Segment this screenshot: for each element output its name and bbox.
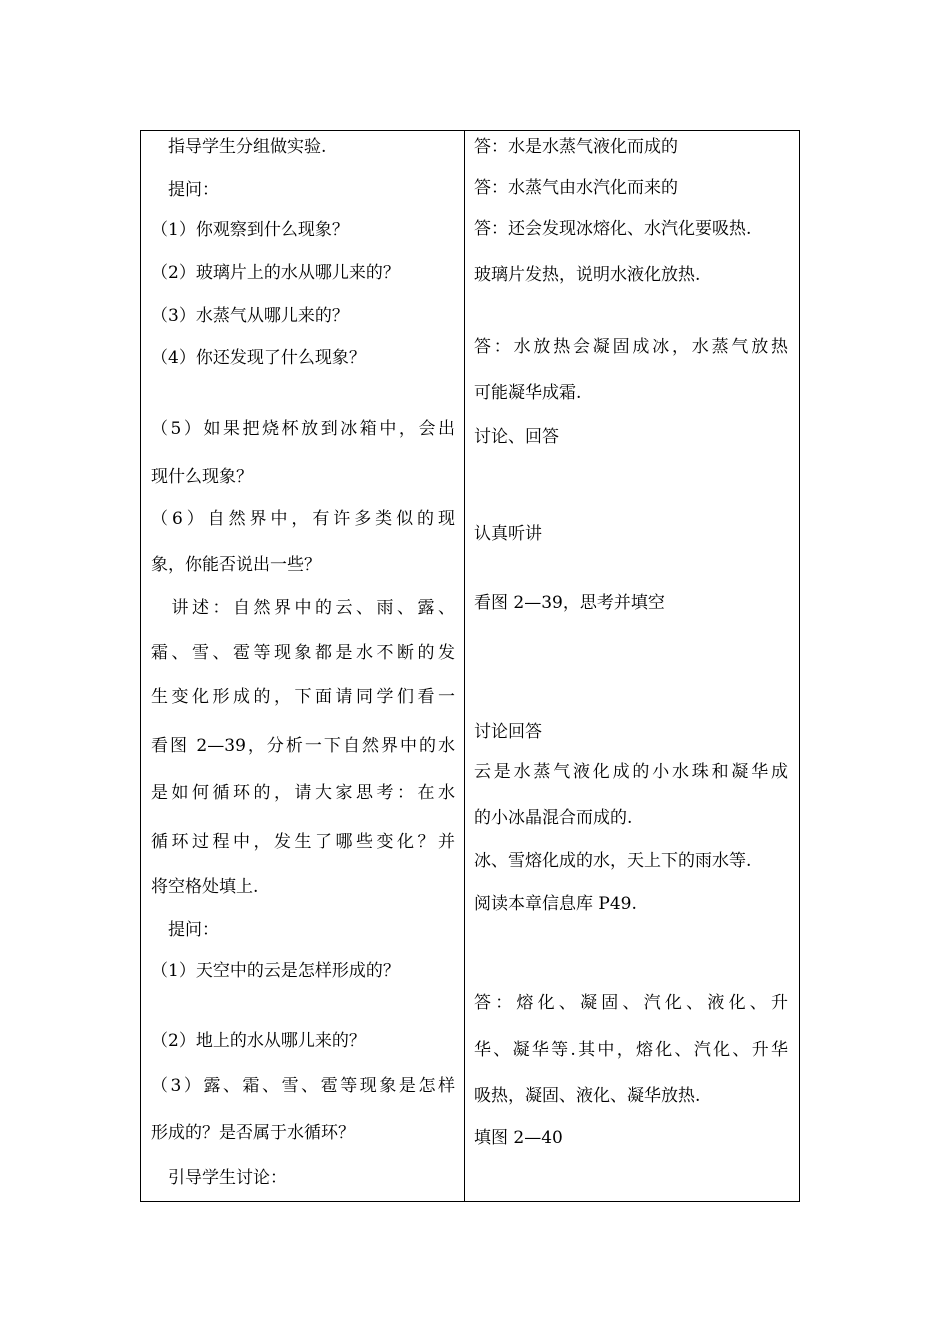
left-line: 现什么现象？	[151, 467, 253, 487]
right-line: 答：熔化、凝固、汽化、液化、升	[474, 993, 788, 1013]
lesson-table	[140, 130, 800, 1202]
left-line: （1）你观察到什么现象？	[151, 220, 349, 240]
left-line: 提问：	[151, 920, 219, 940]
left-line: 形成的？是否属于水循环？	[151, 1123, 355, 1143]
right-line: 冰、雪熔化成的水，天上下的雨水等.	[474, 851, 752, 871]
right-line: 玻璃片发热，说明水液化放热.	[474, 265, 701, 285]
left-line: 引导学生讨论：	[151, 1168, 287, 1188]
left-line: 将空格处填上.	[151, 877, 259, 897]
right-line: 答：水蒸气由水汽化而来的	[474, 178, 678, 198]
left-line: 讲述：自然界中的云、雨、露、	[151, 598, 455, 618]
right-line: 云是水蒸气液化成的小水珠和凝华成	[474, 762, 788, 782]
right-line: 华、凝华等.其中，熔化、汽化、升华	[474, 1040, 788, 1060]
left-line: （1）天空中的云是怎样形成的？	[151, 961, 400, 981]
right-line: 看图 2—39，思考并填空	[474, 593, 665, 613]
left-line: （5）如果把烧杯放到冰箱中，会出	[151, 419, 455, 439]
right-line: 讨论回答	[474, 722, 542, 742]
left-line: （2）玻璃片上的水从哪儿来的？	[151, 263, 400, 283]
left-line: （2）地上的水从哪儿来的？	[151, 1031, 366, 1051]
left-line: （6）自然界中，有许多类似的现	[151, 509, 455, 529]
left-line: 看图 2—39，分析一下自然界中的水	[151, 736, 455, 756]
right-line: 可能凝华成霜.	[474, 383, 582, 403]
right-line: 的小冰晶混合而成的.	[474, 808, 633, 828]
right-line: 答：水是水蒸气液化而成的	[474, 137, 678, 157]
right-line: 认真听讲	[474, 524, 542, 544]
right-line: 吸热，凝固、液化、凝华放热.	[474, 1086, 701, 1106]
right-line: 答：还会发现冰熔化、水汽化要吸热.	[474, 219, 752, 239]
right-line: 填图 2—40	[474, 1128, 563, 1148]
right-line: 阅读本章信息库 P49.	[474, 894, 637, 914]
left-line: 是如何循环的，请大家思考：在水	[151, 783, 455, 803]
left-line: 霜、雪、雹等现象都是水不断的发	[151, 643, 455, 663]
column-divider	[464, 131, 465, 1201]
left-line: 象，你能否说出一些？	[151, 555, 321, 575]
left-line: （3）水蒸气从哪儿来的？	[151, 306, 349, 326]
left-line: 提问：	[151, 180, 219, 200]
left-line: （3）露、霜、雪、雹等现象是怎样	[151, 1076, 455, 1096]
left-line: 循环过程中，发生了哪些变化？并	[151, 832, 455, 852]
right-line: 讨论、回答	[474, 427, 559, 447]
left-line: 生变化形成的，下面请同学们看一	[151, 687, 455, 707]
left-line: 指导学生分组做实验.	[151, 137, 327, 157]
left-line: （4）你还发现了什么现象？	[151, 348, 366, 368]
right-line: 答：水放热会凝固成冰，水蒸气放热	[474, 337, 788, 357]
